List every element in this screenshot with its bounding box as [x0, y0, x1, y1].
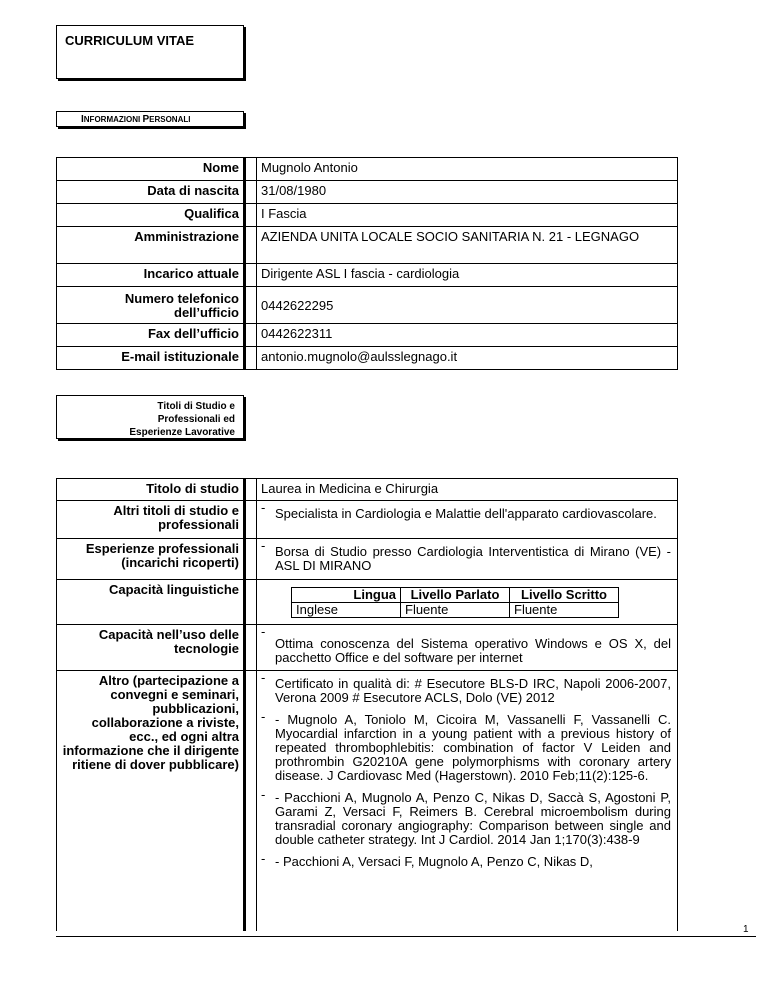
value-data-nascita: 31/08/1980 — [256, 181, 678, 203]
value-nome: Mugnolo Antonio — [256, 158, 678, 180]
language-header-lingua: Lingua — [292, 588, 401, 603]
value-esperienze — [256, 539, 678, 579]
label-tecnologie: Capacità nell’uso delle tecnologie — [56, 625, 244, 670]
label-altri-titoli: Altri titoli di studio e professionali — [56, 501, 244, 538]
label-titolo-studio: Titolo di studio — [56, 479, 244, 500]
altro-item: - Certificato in qualità di: # Esecutore BLS-D IRC, Napoli 2006-2007, Verona 2009 # Esecutore ACLS, Dolo (VE) 2012 — [261, 674, 671, 705]
value-fax: 0442622311 — [256, 324, 678, 346]
language-written: Fluente — [510, 603, 619, 618]
personal-row-email — [56, 347, 678, 370]
section-titles-line-1: Titoli di Studio e — [157, 401, 235, 412]
label-nome: Nome — [56, 158, 244, 180]
label-data-nascita: Data di nascita — [56, 181, 244, 203]
section-titles — [56, 395, 244, 439]
esperienze-item: - Borsa di Studio presso Cardiologia Interventistica di Mirano (VE) - ASL DI MIRANO — [261, 542, 671, 573]
personal-row-fax — [56, 324, 678, 347]
altro-item: - - Mugnolo A, Toniolo M, Cicoira M, Vassanelli F, Vassanelli C. Myocardial infarction in a young patient with a previous history of repeated thrombophlebitis: combination of factor V Leiden and prothrombin G20210A gene polymorphisms with coronary artery disease. J Cardiovasc Med (Hagerstown). 2010 Feb;11(2):125-6. — [261, 713, 671, 783]
label-telefono: Numero telefonico dell’ufficio — [56, 287, 244, 323]
language-header-scritto: Livello Scritto — [510, 588, 619, 603]
section-personal-text-1: NFORMAZIONI — [83, 115, 143, 124]
edu-row-altro — [56, 671, 678, 931]
personal-row-amministrazione — [56, 227, 678, 264]
value-telefono: 0442622295 — [256, 287, 678, 323]
language-table — [291, 587, 619, 618]
value-amministrazione: AZIENDA UNITA LOCALE SOCIO SANITARIA N. 21 - LEGNAGO — [256, 227, 678, 263]
section-personal-text-2: ERSONALI — [149, 115, 191, 124]
value-lingue — [256, 580, 678, 624]
edu-row-altri-titoli — [56, 501, 678, 539]
personal-row-data-nascita — [56, 181, 678, 204]
label-altro: Altro (partecipazione a convegni e seminari, pubblicazioni, collaborazione a riviste, ecc., ed ogni altra informazione che il dirigente ritiene di dover pubblicare) — [56, 671, 244, 931]
cv-title: CURRICULUM VITAE — [65, 33, 195, 48]
label-qualifica: Qualifica — [56, 204, 244, 226]
value-titolo-studio: Laurea in Medicina e Chirurgia — [256, 479, 678, 500]
label-incarico: Incarico attuale — [56, 264, 244, 286]
value-altro — [256, 671, 678, 931]
personal-row-qualifica — [56, 204, 678, 227]
personal-row-nome — [56, 157, 678, 181]
value-tecnologie — [256, 625, 678, 670]
section-personal-info — [56, 111, 244, 127]
cv-title-box — [56, 25, 244, 79]
label-lingue: Capacità linguistiche — [56, 580, 244, 624]
value-incarico: Dirigente ASL I fascia - cardiologia — [256, 264, 678, 286]
altro-item: - - Pacchioni A, Mugnolo A, Penzo C, Nikas D, Saccà S, Agostoni P, Garami Z, Versaci F, Reimers B. Cerebral microembolism during transradial coronary angiography: Comparison between single and double catheter strategy. Int J Cardiol. 2014 Jan 1;170(3):438-9 — [261, 791, 671, 847]
language-spoken: Fluente — [401, 603, 510, 618]
section-personal-letter-p: P — [142, 114, 150, 125]
tecnologie-item: - Ottima conoscenza del Sistema operativo Windows e OS X, del pacchetto Office e del software per internet — [261, 628, 671, 665]
section-titles-line-3: Esperienze Lavorative — [129, 427, 235, 438]
label-fax: Fax dell’ufficio — [56, 324, 244, 346]
altro-item: - - Pacchioni A, Versaci F, Mugnolo A, Penzo C, Nikas D, — [261, 855, 671, 869]
language-row — [292, 603, 619, 618]
language-name: Inglese — [292, 603, 401, 618]
edu-row-esperienze — [56, 539, 678, 580]
value-altri-titoli — [256, 501, 678, 538]
value-email: antonio.mugnolo@aulsslegnago.it — [256, 347, 678, 369]
section-titles-line-2: Professionali ed — [157, 414, 235, 425]
page-number: 1 — [743, 924, 749, 935]
label-amministrazione: Amministrazione — [56, 227, 244, 263]
value-qualifica: I Fascia — [256, 204, 678, 226]
edu-row-titolo — [56, 478, 678, 501]
language-header-parlato: Livello Parlato — [401, 588, 510, 603]
label-esperienze: Esperienze professionali (incarichi ricoperti) — [56, 539, 244, 579]
education-table — [56, 478, 678, 931]
personal-row-incarico — [56, 264, 678, 287]
language-header-row — [292, 588, 619, 603]
personal-info-table — [56, 157, 678, 370]
altri-titoli-item: - Specialista in Cardiologia e Malattie dell'apparato cardiovascolare. — [261, 504, 671, 521]
label-email: E-mail istituzionale — [56, 347, 244, 369]
edu-row-lingue — [56, 580, 678, 625]
edu-row-tecnologie — [56, 625, 678, 671]
section-personal-letter-i: I — [81, 114, 84, 125]
personal-row-telefono — [56, 287, 678, 324]
footer-rule — [56, 936, 756, 937]
